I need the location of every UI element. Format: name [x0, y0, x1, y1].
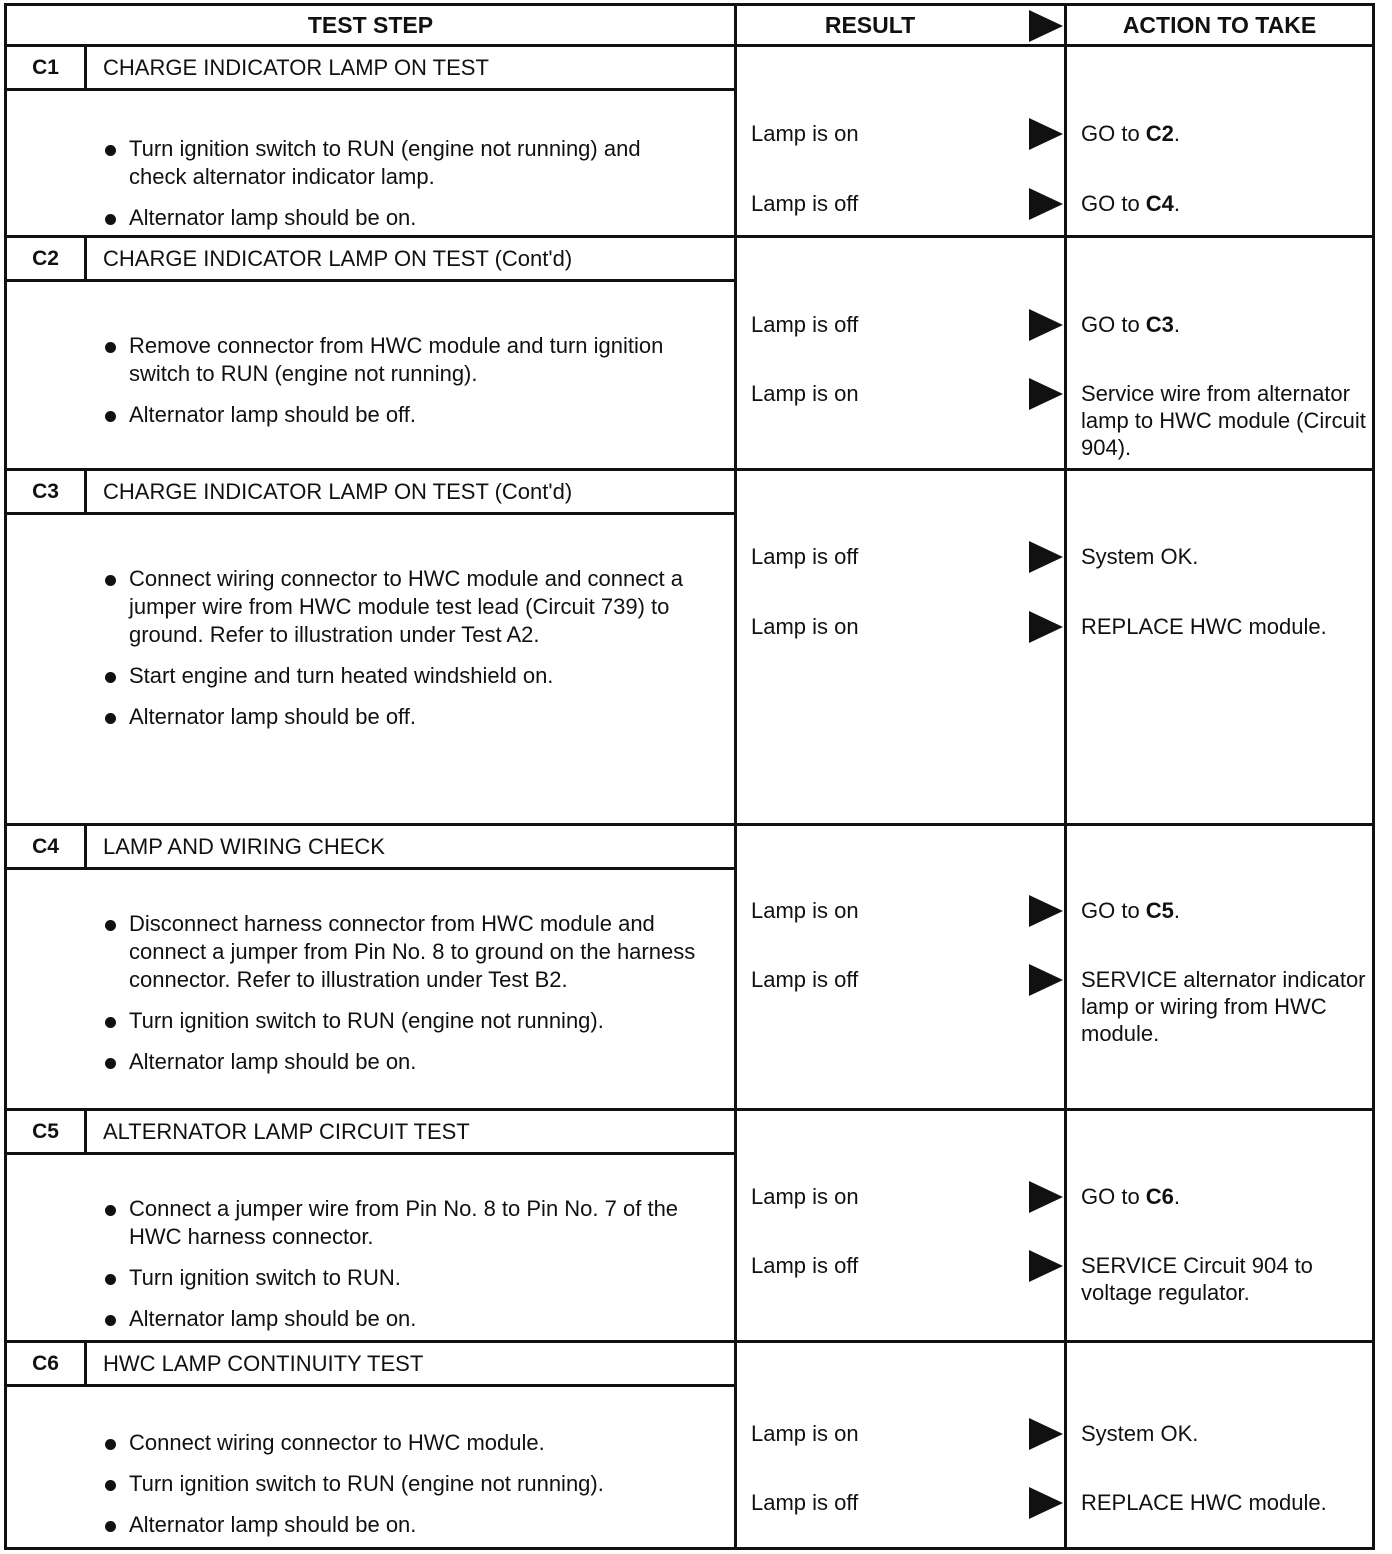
action-text: REPLACE HWC module.	[1081, 614, 1327, 639]
step-title-bar	[7, 826, 734, 870]
instruction-item	[103, 703, 703, 731]
action-text: System OK.	[1081, 1421, 1199, 1446]
bullet-icon	[105, 1521, 116, 1532]
step-instructions	[103, 332, 703, 442]
bullet-icon	[105, 575, 116, 586]
bullet-icon	[105, 1205, 116, 1216]
arrow-icon	[1029, 118, 1063, 150]
action-text: System OK.	[1081, 544, 1199, 569]
test-step-row	[7, 1111, 1372, 1343]
arrow-icon	[1029, 1181, 1063, 1213]
step-id: C5	[7, 1111, 87, 1152]
result-text: Lamp is on	[751, 381, 859, 406]
bullet-icon	[105, 1017, 116, 1028]
arrow-icon	[1029, 895, 1063, 927]
step-title: CHARGE INDICATOR LAMP ON TEST (Cont'd)	[103, 479, 573, 504]
step-title-bar	[7, 1111, 734, 1155]
column-divider	[734, 6, 737, 1547]
bullet-icon	[105, 1274, 116, 1285]
instruction-text: Disconnect harness connector from HWC module and connect a jumper from Pin No. 8 to ground on the harness connector. Refer to illustration under Test B2.	[129, 911, 696, 992]
bullet-icon	[105, 145, 116, 156]
test-step-row	[7, 471, 1372, 826]
header-result: RESULT	[824, 12, 916, 38]
step-instructions	[103, 910, 703, 1089]
bullet-icon	[105, 1480, 116, 1491]
step-title: ALTERNATOR LAMP CIRCUIT TEST	[103, 1119, 470, 1144]
action-text: GO to C5.	[1081, 898, 1181, 923]
instruction-text: Turn ignition switch to RUN (engine not running).	[129, 1008, 604, 1033]
result-text: Lamp is on	[751, 614, 859, 639]
step-instructions	[103, 1195, 703, 1346]
result-text: Lamp is off	[751, 1253, 859, 1278]
result-text: Lamp is off	[751, 191, 859, 216]
instruction-item	[103, 1429, 703, 1457]
bullet-icon	[105, 1315, 116, 1326]
action-text: GO to C4.	[1081, 191, 1181, 216]
instruction-text: Turn ignition switch to RUN.	[129, 1265, 401, 1290]
instruction-item	[103, 1511, 703, 1539]
bullet-icon	[105, 342, 116, 353]
step-reference: C3	[1145, 312, 1174, 337]
step-id: C1	[7, 47, 87, 88]
test-step-row	[7, 1343, 1372, 1550]
step-reference: C2	[1145, 121, 1174, 146]
header-test-step: TEST STEP	[307, 12, 434, 38]
action-text: SERVICE alternator indicator lamp or wiring from HWC module.	[1081, 967, 1366, 1046]
instruction-item	[103, 910, 703, 994]
arrow-icon	[1029, 309, 1063, 341]
instruction-item	[103, 1470, 703, 1498]
instruction-text: Connect wiring connector to HWC module.	[129, 1430, 545, 1455]
diagnostic-table	[4, 3, 1375, 1550]
instruction-text: Turn ignition switch to RUN (engine not running).	[129, 1471, 604, 1496]
bullet-icon	[105, 1439, 116, 1450]
step-instructions	[103, 1429, 703, 1552]
step-id: C6	[7, 1343, 87, 1384]
result-text: Lamp is off	[751, 312, 859, 337]
test-step-row	[7, 47, 1372, 238]
step-instructions	[103, 135, 703, 245]
instruction-text: Start engine and turn heated windshield on.	[129, 663, 554, 688]
bullet-icon	[105, 920, 116, 931]
step-title-bar	[7, 47, 734, 91]
step-title-bar	[7, 1343, 734, 1387]
instruction-text: Alternator lamp should be on.	[129, 1049, 417, 1074]
action-text: Service wire from alternator lamp to HWC module (Circuit 904).	[1081, 381, 1366, 460]
arrow-icon	[1029, 1250, 1063, 1282]
instruction-text: Alternator lamp should be off.	[129, 704, 416, 729]
step-title: LAMP AND WIRING CHECK	[103, 834, 385, 859]
step-reference: C4	[1145, 191, 1174, 216]
bullet-icon	[105, 411, 116, 422]
instruction-item	[103, 565, 703, 649]
instruction-text: Alternator lamp should be on.	[129, 205, 417, 230]
result-text: Lamp is off	[751, 544, 859, 569]
instruction-text: Connect wiring connector to HWC module and connect a jumper wire from HWC module test lead (Circuit 739) to ground. Refer to illustration under Test A2.	[129, 566, 683, 647]
result-text: Lamp is off	[751, 1490, 859, 1515]
header-action: ACTION TO TAKE	[1122, 12, 1317, 38]
instruction-text: Alternator lamp should be on.	[129, 1512, 417, 1537]
step-title-bar	[7, 238, 734, 282]
instruction-item	[103, 401, 703, 429]
result-text: Lamp is off	[751, 967, 859, 992]
instruction-item	[103, 135, 703, 191]
instruction-text: Alternator lamp should be off.	[129, 402, 416, 427]
step-title: HWC LAMP CONTINUITY TEST	[103, 1351, 424, 1376]
instruction-item	[103, 1048, 703, 1076]
column-divider	[1064, 6, 1067, 1547]
arrow-icon	[1029, 188, 1063, 220]
arrow-icon	[1029, 1487, 1063, 1519]
step-id: C3	[7, 471, 87, 512]
instruction-text: Remove connector from HWC module and turn ignition switch to RUN (engine not running).	[129, 333, 664, 386]
instruction-item	[103, 662, 703, 690]
step-id: C4	[7, 826, 87, 867]
bullet-icon	[105, 713, 116, 724]
step-instructions	[103, 565, 703, 744]
arrow-icon	[1029, 10, 1063, 42]
step-reference: C5	[1145, 898, 1174, 923]
table-header	[7, 6, 1372, 47]
action-text: SERVICE Circuit 904 to voltage regulator.	[1081, 1253, 1313, 1305]
test-step-row	[7, 238, 1372, 471]
bullet-icon	[105, 1058, 116, 1069]
arrow-icon	[1029, 611, 1063, 643]
result-text: Lamp is on	[751, 898, 859, 923]
instruction-text: Turn ignition switch to RUN (engine not running) and check alternator indicator lamp.	[129, 136, 641, 189]
step-title: CHARGE INDICATOR LAMP ON TEST (Cont'd)	[103, 246, 573, 271]
bullet-icon	[105, 672, 116, 683]
step-title-bar	[7, 471, 734, 515]
instruction-text: Alternator lamp should be on.	[129, 1306, 417, 1331]
action-text: GO to C3.	[1081, 312, 1181, 337]
instruction-item	[103, 204, 703, 232]
instruction-item	[103, 1007, 703, 1035]
step-reference: C6	[1145, 1184, 1174, 1209]
instruction-item	[103, 332, 703, 388]
step-title: CHARGE INDICATOR LAMP ON TEST	[103, 55, 489, 80]
result-text: Lamp is on	[751, 1184, 859, 1209]
result-text: Lamp is on	[751, 1421, 859, 1446]
instruction-item	[103, 1195, 703, 1251]
bullet-icon	[105, 214, 116, 225]
action-text: GO to C2.	[1081, 121, 1181, 146]
arrow-icon	[1029, 378, 1063, 410]
instruction-text: Connect a jumper wire from Pin No. 8 to Pin No. 7 of the HWC harness connector.	[129, 1196, 679, 1249]
arrow-icon	[1029, 964, 1063, 996]
arrow-icon	[1029, 541, 1063, 573]
step-id: C2	[7, 238, 87, 279]
instruction-item	[103, 1264, 703, 1292]
instruction-item	[103, 1305, 703, 1333]
arrow-icon	[1029, 1418, 1063, 1450]
action-text: GO to C6.	[1081, 1184, 1181, 1209]
test-step-row	[7, 826, 1372, 1111]
result-text: Lamp is on	[751, 121, 859, 146]
action-text: REPLACE HWC module.	[1081, 1490, 1327, 1515]
